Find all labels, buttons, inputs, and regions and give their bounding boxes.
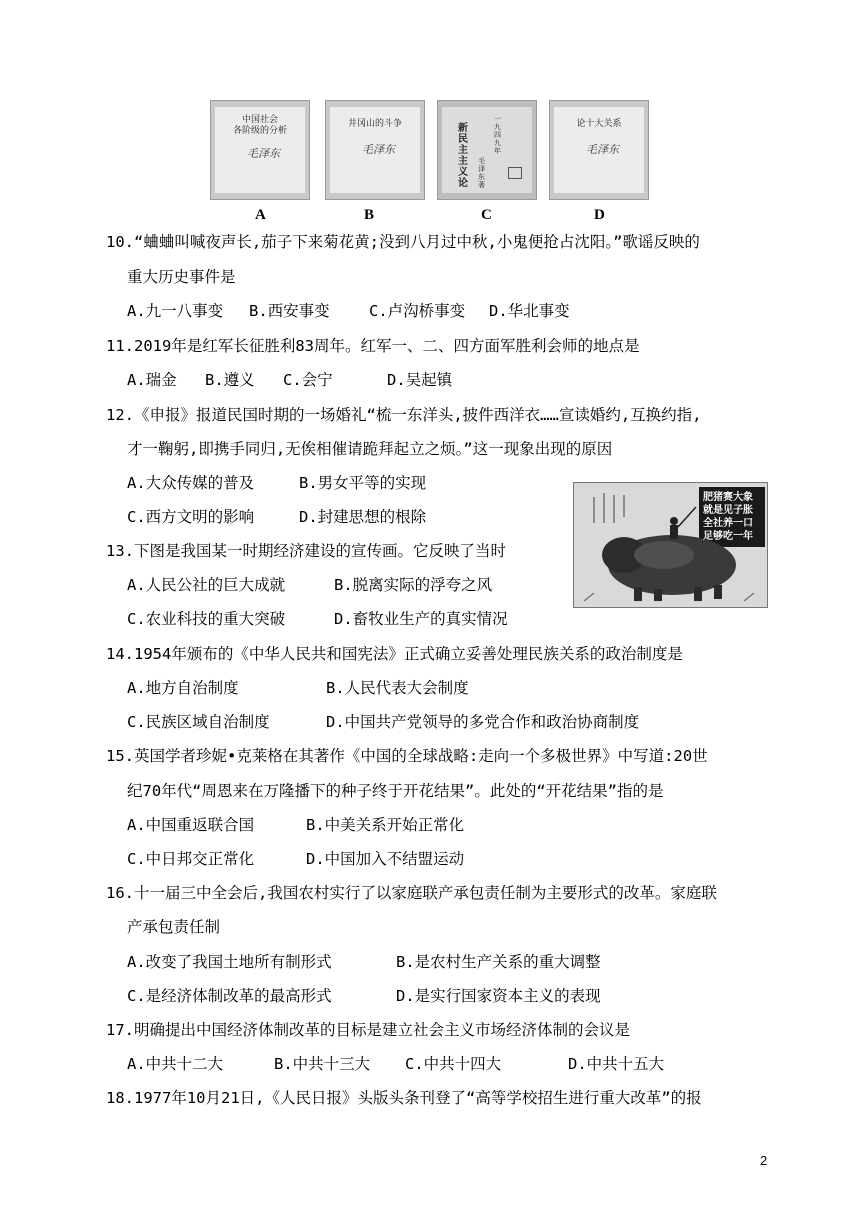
q15-option-b: B.中美关系开始正常化 (306, 816, 465, 834)
q11-stem: 11.2019年是红军长征胜利83周年。红军一、二、四方面军胜利会师的地点是 (106, 337, 640, 355)
cover-c-author: 毛泽东著 (478, 157, 485, 189)
cover-b-title: 井冈山的斗争 (347, 119, 402, 129)
q14-option-b: B.人民代表大会制度 (326, 679, 469, 697)
q13-option-b: B.脱离实际的浮夸之风 (334, 576, 493, 594)
q16-option-d: D.是实行国家资本主义的表现 (396, 987, 601, 1005)
cover-b (325, 100, 425, 200)
q12-option-a: A.大众传媒的普及 (127, 474, 255, 492)
cover-c-side: 一九四九年 (494, 115, 501, 155)
page-number: 2 (760, 1153, 768, 1168)
cover-d-signature: 毛泽东 (586, 143, 619, 156)
q16-option-a: A.改变了我国土地所有制形式 (127, 953, 332, 971)
q13-option-d: D.畜牧业生产的真实情况 (334, 610, 508, 628)
q10-option-c: C.卢沟桥事变 (369, 302, 466, 320)
q15-option-a: A.中国重返联合国 (127, 816, 255, 834)
q12-option-b: B.男女平等的实现 (299, 474, 427, 492)
q12-stem-cont: 才一鞠躬,即携手同归,无俟相催请跪拜起立之烦。”这一现象出现的原因 (127, 440, 613, 458)
q10-option-b: B.西安事变 (249, 302, 330, 320)
q13-stem: 13.下图是我国某一时期经济建设的宣传画。它反映了当时 (106, 542, 506, 560)
q15-stem: 15.英国学者珍妮•克莱格在其著作《中国的全球战略:走向一个多极世界》中写道:20世 (106, 747, 708, 765)
q10-stem-cont: 重大历史事件是 (127, 268, 236, 286)
q10-stem: 10.“蛐蛐叫喊夜声长,茄子下来菊花黄;没到八月过中秋,小鬼便抢占沈阳。”歌谣反映的 (106, 233, 700, 251)
q16-stem-cont: 产承包责任制 (127, 918, 221, 936)
q12-option-c: C.西方文明的影响 (127, 508, 255, 526)
cover-b-signature: 毛泽东 (362, 143, 395, 156)
q11-option-b: B.遵义 (205, 371, 255, 389)
q16-option-b: B.是农村生产关系的重大调整 (396, 953, 601, 971)
q17-option-c: C.中共十四大 (405, 1055, 502, 1073)
q17-option-b: B.中共十三大 (274, 1055, 371, 1073)
propaganda-poster (573, 482, 768, 608)
q17-stem: 17.明确提出中国经济体制改革的目标是建立社会主义市场经济体制的会议是 (106, 1021, 630, 1039)
cover-d-caption: D (594, 207, 605, 223)
q18-stem: 18.1977年10月21日,《人民日报》头版头条刊登了“高等学校招生进行重大改革”的报 (106, 1089, 702, 1107)
q17-option-a: A.中共十二大 (127, 1055, 224, 1073)
q16-option-c: C.是经济体制改革的最高形式 (127, 987, 332, 1005)
cover-b-caption: B (364, 207, 375, 223)
q13-option-a: A.人民公社的巨大成就 (127, 576, 286, 594)
q17-option-d: D.中共十五大 (568, 1055, 665, 1073)
seal-icon (508, 167, 522, 179)
cover-c-title: 新民主主义论 (458, 123, 468, 189)
q10-option-d: D.华北事变 (489, 302, 570, 320)
cover-d-title: 论十大关系 (576, 119, 622, 129)
poster-slogan: 肥猪赛大象 就是见子胀 全社养一口 足够吃一年 (703, 492, 753, 542)
q10-option-a: A.九一八事变 (127, 302, 224, 320)
q12-stem: 12.《申报》报道民国时期的一场婚礼“梳一东洋头,披件西洋衣……宣读婚约,互换约指, (106, 406, 702, 424)
q11-option-d: D.吴起镇 (387, 371, 453, 389)
q14-option-d: D.中国共产党领导的多党合作和政治协商制度 (326, 713, 640, 731)
q15-option-c: C.中日邦交正常化 (127, 850, 255, 868)
q11-option-c: C.会宁 (283, 371, 333, 389)
cover-a (210, 100, 310, 200)
q14-stem: 14.1954年颁布的《中华人民共和国宪法》正式确立妥善处理民族关系的政治制度是 (106, 645, 683, 663)
q11-option-a: A.瑞金 (127, 371, 177, 389)
q13-option-c: C.农业科技的重大突破 (127, 610, 286, 628)
cover-c-caption: C (481, 207, 492, 223)
q14-option-a: A.地方自治制度 (127, 679, 239, 697)
q15-stem-cont: 纪70年代“周恩来在万隆播下的种子终于开花结果”。此处的“开花结果”指的是 (127, 782, 664, 800)
q14-option-c: C.民族区域自治制度 (127, 713, 270, 731)
q15-option-d: D.中国加入不结盟运动 (306, 850, 465, 868)
q16-stem: 16.十一届三中全会后,我国农村实行了以家庭联产承包责任制为主要形式的改革。家庭联 (106, 884, 717, 902)
cover-c (437, 100, 537, 200)
cover-a-signature: 毛泽东 (247, 147, 280, 160)
cover-d (549, 100, 649, 200)
cover-a-title: 中国社会 各阶级的分析 (232, 115, 287, 136)
q12-option-d: D.封建思想的根除 (299, 508, 427, 526)
cover-a-caption: A (255, 207, 266, 223)
